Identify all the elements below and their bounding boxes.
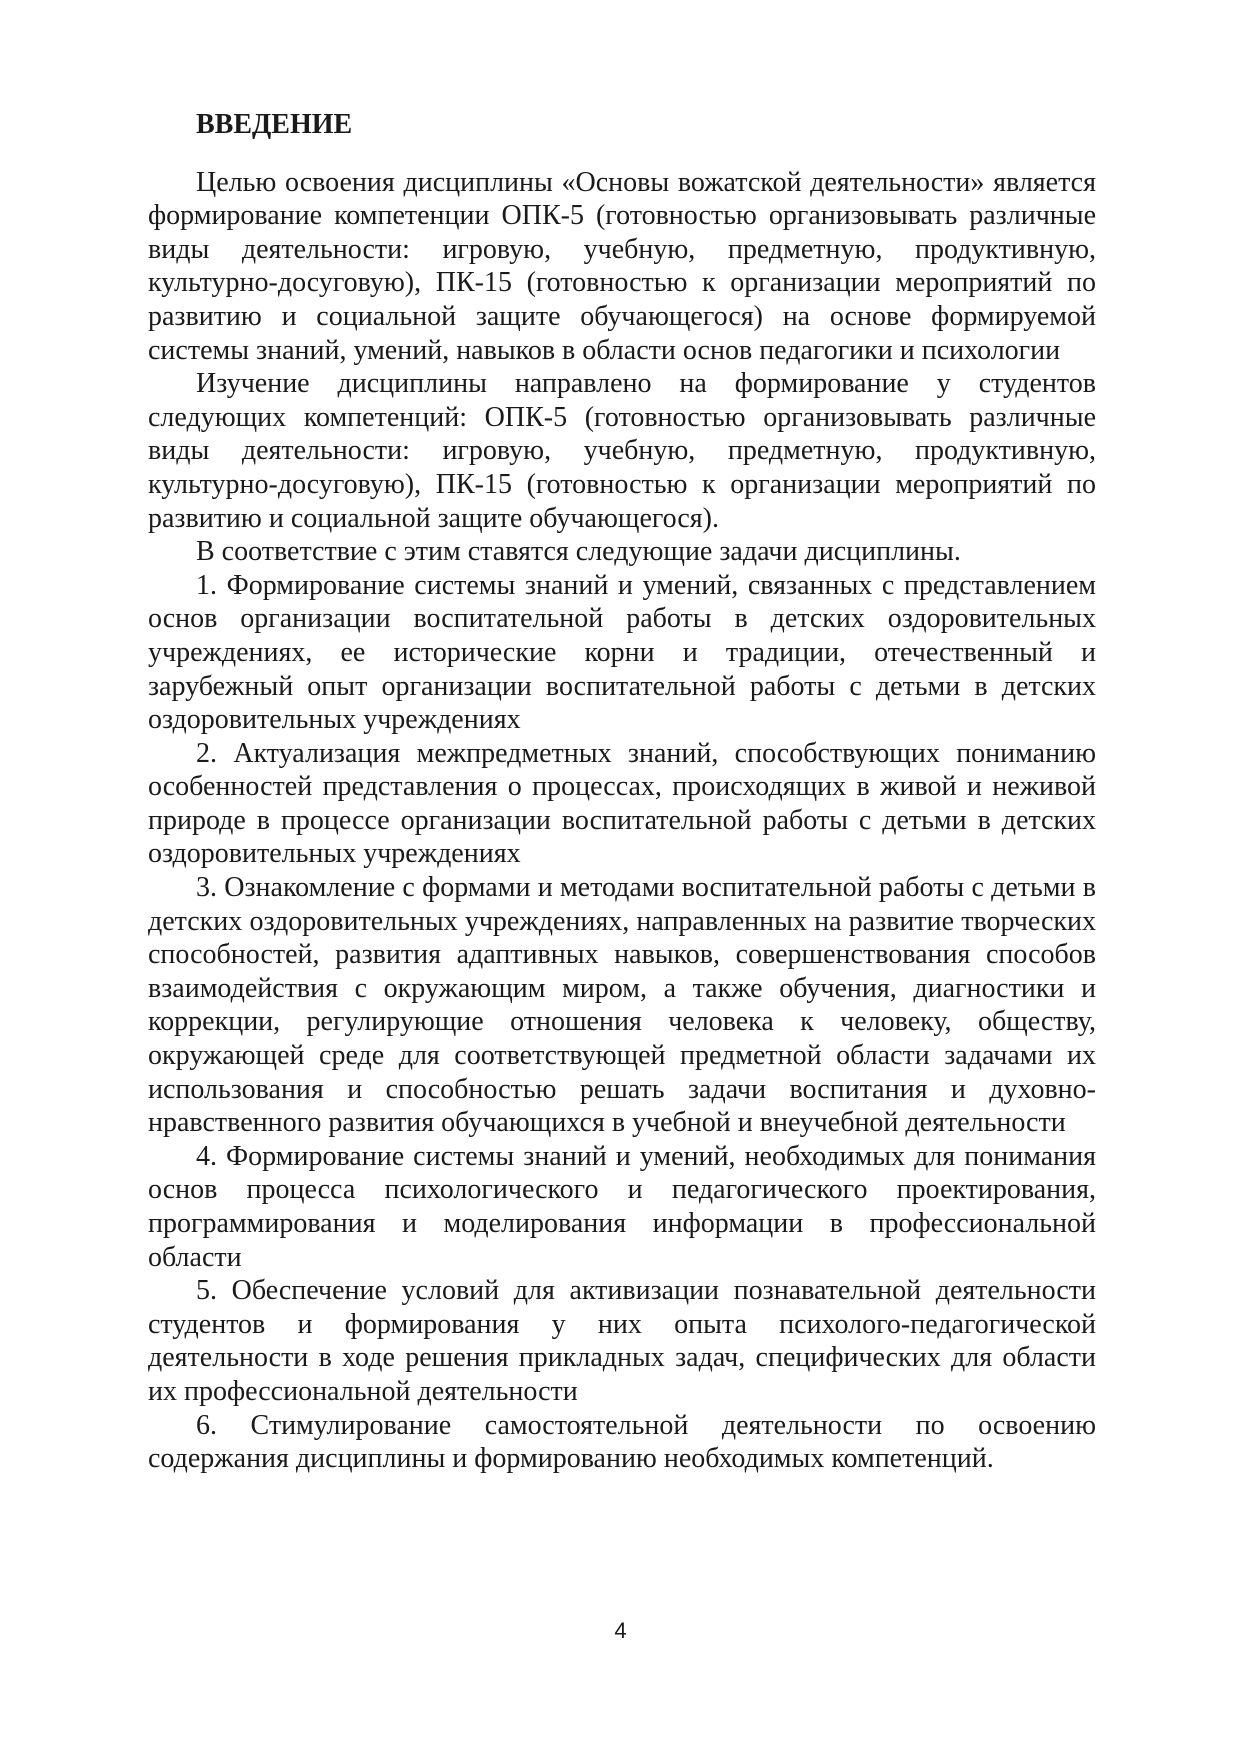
task-item-6: 6. Стимулирование самостоятельной деятельности по освоению содержания дисциплины и формированию необходимых компетенций. [148,1409,1096,1475]
task-item-2: 2. Актуализация межпредметных знаний, способствующих пониманию особенностей представления о процессах, происходящих в живой и неживой природе в процессе организации воспитательной работы с детьми в детских оздоровительных учреждениях [148,737,1096,870]
task-item-1: 1. Формирование системы знаний и умений, связанных с представлением основ организации воспитательной работы в детских оздоровительных учреждениях, ее исторические корни и традиции, отечественный и зарубежный опыт организации воспитательной работы с детьми в детских оздоровительных учреждениях [148,569,1096,736]
task-item-4: 4. Формирование системы знаний и умений, необходимых для понимания основ процесса психологического и педагогического проектирования, программирования и моделирования информации в профессиональной области [148,1140,1096,1273]
tasks-lead-in: В соответствие с этим ставятся следующие задачи дисциплины. [196,536,961,568]
page-body [148,108,1096,1476]
task-item-5: 5. Обеспечение условий для активизации познавательной деятельности студентов и формирования у них опыта психолого-педагогической деятельности в ходе решения прикладных задач, специфических для области их профессиональной деятельности [148,1275,1096,1407]
section-heading: ВВЕДЕНИЕ [196,109,353,140]
intro-paragraph-competencies: Изучение дисциплины направлено на формирование у студентов следующих компетенций: ОПК-5 (готовностью организовывать различные виды деятельности: игровую, учебную, предметную, продуктивную, культурно-досуговую), ПК-15 (готовностью к организации мероприятий по развитию и социальной защите обучающегося). [148,368,1096,534]
task-item-3: 3. Ознакомление с формами и методами воспитательной работы с детьми в детских оздоровительных учреждениях, направленных на развитие творческих способностей, развития адаптивных навыков, совершенствования способов взаимодействия с окружающим миром, а также обучения, диагностики и коррекции, регулирующие отношения человека к человеку, обществу, окружающей среде для соответствующей предметной области задачами их использования и способностью решать задачи воспитания и духовно-нравственного развития обучающихся в учебной и внеучебной деятельности [148,872,1096,1139]
page-number: 4 [614,1618,627,1643]
intro-paragraph-goal: Целью освоения дисциплины «Основы вожатской деятельности» является формирование компетенции ОПК-5 (готовностью организовывать различные виды деятельности: игровую, учебную, предметную, продуктивную, культурно-досуговую), ПК-15 (готовностью к организации мероприятий по развитию и социальной защите обучающегося) на основе формируемой системы знаний, умений, навыков в области основ педагогики и психологии [148,166,1096,366]
